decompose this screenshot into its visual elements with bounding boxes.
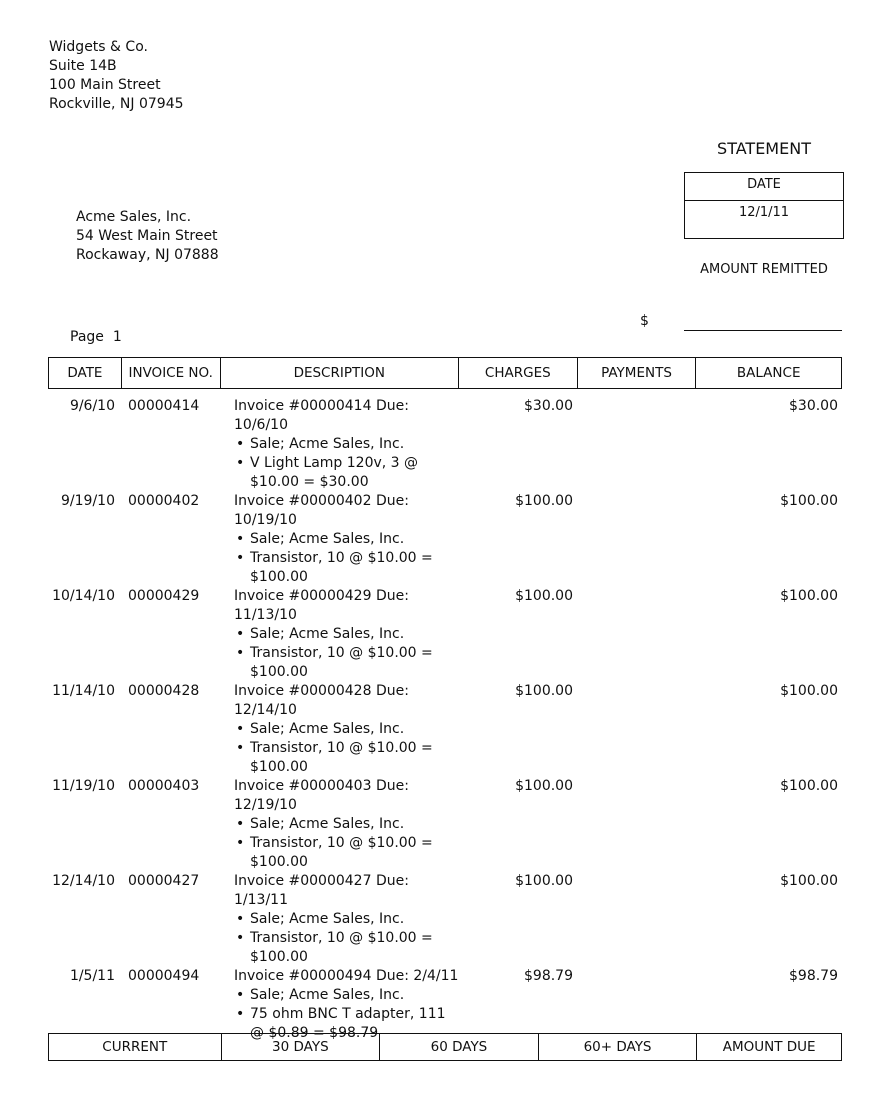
row-description-bullet: • Sale; Acme Sales, Inc. xyxy=(236,531,405,547)
table-row xyxy=(48,682,842,777)
date-box-value: 12/1/11 xyxy=(738,205,790,220)
row-balance: $30.00 xyxy=(789,398,838,414)
row-payments xyxy=(579,777,698,872)
row-invoice-number: 00000427 xyxy=(128,873,200,889)
row-description-bullet: • Transistor, 10 @ $10.00 = $100.00 xyxy=(236,740,433,775)
row-description xyxy=(220,587,460,682)
row-description xyxy=(220,492,460,587)
amount-remitted-line xyxy=(684,330,842,331)
row-description-bullet: • Sale; Acme Sales, Inc. xyxy=(236,987,405,1003)
column-header-date: DATE xyxy=(49,358,122,388)
row-date: 9/19/10 xyxy=(61,493,115,509)
row-description-bullet: • Transistor, 10 @ $10.00 = $100.00 xyxy=(236,835,433,870)
row-description-heading: Invoice #00000402 Due: 10/19/10 xyxy=(234,493,409,528)
row-description-bullet: • Transistor, 10 @ $10.00 = $100.00 xyxy=(236,645,433,680)
row-charges: $100.00 xyxy=(515,588,573,604)
aging-60-plus-days: 60+ DAYS xyxy=(539,1034,698,1060)
row-invoice-number: 00000403 xyxy=(128,778,200,794)
sender-street: 100 Main Street xyxy=(49,77,161,93)
sender-name: Widgets & Co. xyxy=(49,39,148,55)
row-invoice-number: 00000402 xyxy=(128,493,200,509)
aging-current: CURRENT xyxy=(49,1034,222,1060)
table-row xyxy=(48,587,842,682)
table-row xyxy=(48,397,842,492)
row-payments xyxy=(579,397,698,492)
statement-date-box xyxy=(684,172,844,239)
row-invoice-number: 00000429 xyxy=(128,588,200,604)
column-header-payments: PAYMENTS xyxy=(578,358,697,388)
page-value: 1 xyxy=(112,329,122,345)
column-header-charges: CHARGES xyxy=(459,358,578,388)
row-date: 1/5/11 xyxy=(69,968,115,984)
recipient-street: 54 West Main Street xyxy=(76,228,218,244)
row-payments xyxy=(579,587,698,682)
row-description-heading: Invoice #00000414 Due: 10/6/10 xyxy=(234,398,409,433)
sender-suite: Suite 14B xyxy=(49,58,117,74)
row-date: 11/14/10 xyxy=(52,683,115,699)
recipient-city: Rockaway, NJ 07888 xyxy=(76,247,219,263)
row-balance: $100.00 xyxy=(780,493,838,509)
row-description-bullet: • Transistor, 10 @ $10.00 = $100.00 xyxy=(236,930,433,965)
row-description-bullet: • 75 ohm BNC T adapter, 111 @ $0.89 = $98.79 xyxy=(236,1006,446,1041)
table-row xyxy=(48,967,842,1043)
row-charges: $98.79 xyxy=(524,968,573,984)
row-description-bullet: • V Light Lamp 120v, 3 @ $10.00 = $30.00 xyxy=(236,455,419,490)
row-description-heading: Invoice #00000403 Due: 12/19/10 xyxy=(234,778,409,813)
row-payments xyxy=(579,872,698,967)
row-description-heading: Invoice #00000427 Due: 1/13/11 xyxy=(234,873,409,908)
statement-table-header xyxy=(48,357,842,389)
row-charges: $100.00 xyxy=(515,778,573,794)
recipient-address xyxy=(76,208,219,265)
row-description-heading: Invoice #00000429 Due: 11/13/10 xyxy=(234,588,409,623)
row-description-heading: Invoice #00000494 Due: 2/4/11 xyxy=(234,968,459,984)
row-description xyxy=(220,682,460,777)
row-date: 12/14/10 xyxy=(52,873,115,889)
column-header-description: DESCRIPTION xyxy=(221,358,459,388)
row-date: 9/6/10 xyxy=(69,398,115,414)
date-box-label: DATE xyxy=(685,173,843,201)
table-row xyxy=(48,492,842,587)
page-label: Page xyxy=(70,329,104,345)
table-row xyxy=(48,777,842,872)
row-balance: $100.00 xyxy=(780,778,838,794)
row-invoice-number: 00000414 xyxy=(128,398,200,414)
row-payments xyxy=(579,682,698,777)
row-invoice-number: 00000494 xyxy=(128,968,200,984)
aging-60-days: 60 DAYS xyxy=(380,1034,539,1060)
sender-city: Rockville, NJ 07945 xyxy=(49,96,184,112)
row-description-bullet: • Sale; Acme Sales, Inc. xyxy=(236,911,405,927)
row-balance: $100.00 xyxy=(780,873,838,889)
table-row xyxy=(48,872,842,967)
row-payments xyxy=(579,967,698,1043)
row-payments xyxy=(579,492,698,587)
row-charges: $100.00 xyxy=(515,493,573,509)
row-description-bullet: • Sale; Acme Sales, Inc. xyxy=(236,721,405,737)
statement-rows xyxy=(48,397,842,1043)
row-balance: $98.79 xyxy=(789,968,838,984)
row-date: 11/19/10 xyxy=(52,778,115,794)
amount-remitted-label: AMOUNT REMITTED xyxy=(700,262,828,277)
row-date: 10/14/10 xyxy=(52,588,115,604)
row-description-bullet: • Sale; Acme Sales, Inc. xyxy=(236,436,405,452)
aging-amount-due: AMOUNT DUE xyxy=(722,1039,816,1055)
row-description xyxy=(220,967,460,1043)
row-description xyxy=(220,397,460,492)
currency-sign: $ xyxy=(640,313,649,329)
row-balance: $100.00 xyxy=(780,683,838,699)
row-balance: $100.00 xyxy=(780,588,838,604)
row-description-heading: Invoice #00000428 Due: 12/14/10 xyxy=(234,683,409,718)
row-description xyxy=(220,777,460,872)
column-header-balance: BALANCE xyxy=(736,365,801,381)
row-invoice-number: 00000428 xyxy=(128,683,200,699)
row-description-bullet: • Sale; Acme Sales, Inc. xyxy=(236,626,405,642)
row-charges: $30.00 xyxy=(524,398,573,414)
statement-title: STATEMENT xyxy=(717,139,811,158)
row-charges: $100.00 xyxy=(515,873,573,889)
sender-address xyxy=(49,38,184,114)
recipient-name: Acme Sales, Inc. xyxy=(76,209,192,225)
row-description-bullet: • Sale; Acme Sales, Inc. xyxy=(236,816,405,832)
aging-summary xyxy=(48,1033,842,1061)
aging-30-days: 30 DAYS xyxy=(222,1034,381,1060)
row-description-bullet: • Transistor, 10 @ $10.00 = $100.00 xyxy=(236,550,433,585)
page-number xyxy=(70,329,122,345)
row-charges: $100.00 xyxy=(515,683,573,699)
row-description xyxy=(220,872,460,967)
column-header-invoice: INVOICE NO. xyxy=(122,358,221,388)
